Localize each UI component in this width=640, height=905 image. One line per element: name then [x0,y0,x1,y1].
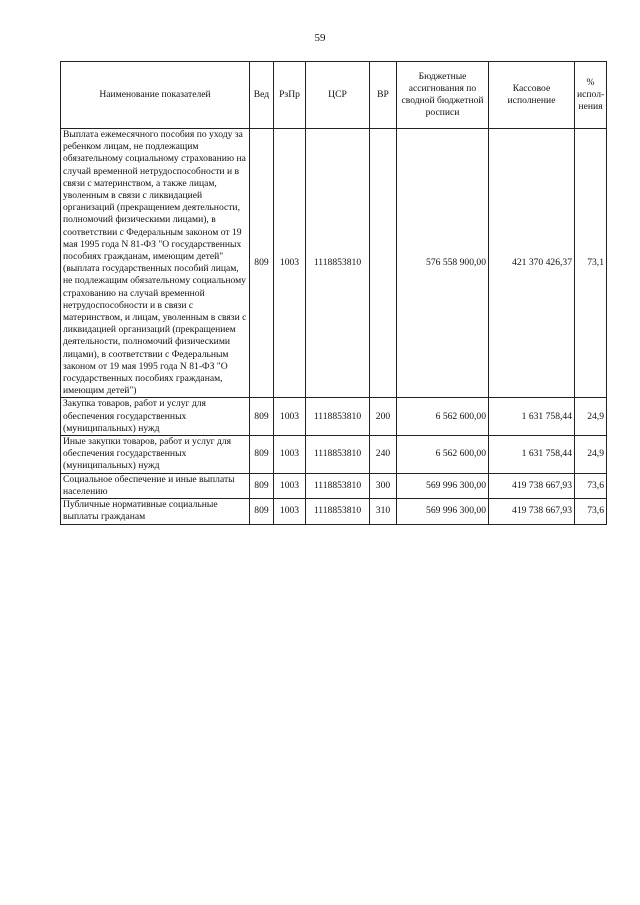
row-ved: 809 [250,398,274,436]
table-row [61,436,607,474]
row-ved: 809 [250,473,274,498]
row-name: Закупка товаров, работ и услуг для обеспечения государственных (муниципальных) нужд [61,398,250,436]
header-vr: ВР [370,62,397,129]
header-csr: ЦСР [306,62,370,129]
row-ved: 809 [250,436,274,474]
row-budget: 576 558 900,00 [397,129,489,398]
page-number: 59 [314,32,326,44]
row-vr: 310 [370,499,397,524]
row-vr: 300 [370,473,397,498]
row-name: Социальное обеспечение и иные выплаты населению [61,473,250,498]
row-name: Иные закупки товаров, работ и услуг для обеспечения государственных (муниципальных) нужд [61,436,250,474]
row-ved: 809 [250,499,274,524]
row-vr: 200 [370,398,397,436]
row-ved: 809 [250,129,274,398]
table-row [61,398,607,436]
row-cash: 1 631 758,44 [489,436,575,474]
row-percent: 24,9 [575,398,607,436]
row-csr: 1118853810 [306,398,370,436]
table-row [61,473,607,498]
table-row [61,129,607,398]
row-name: Выплата ежемесячного пособия по уходу за ребенком лицам, не подлежащим обязательному социальному страхованию на случай временной нетрудоспособности и в связи с материнством, а также лицам, уволенным в связи с ликвидацией организаций (прекращением деятельности, полномочий физическими лицами), в соответствии с Федеральным законом от 19 мая 1995 года N 81-ФЗ "О государственных пособиях гражданам, имеющим детей" (выплата государственных пособий лицам, не подлежащим обязательному социальному страхованию на случай временной нетрудоспособности и в связи с материнством, и лицам, уволенным в связи с ликвидацией организаций (прекращением деятельности, полномочий физическими лицами), в соответствии с Федеральным законом от 19 мая 1995 года N 81-ФЗ "О государственных пособиях гражданам, имеющим детей") [61,129,250,398]
header-percent: % испол-нения [575,62,607,129]
row-percent: 24,9 [575,436,607,474]
header-cash: Кассовое исполнение [489,62,575,129]
row-csr: 1118853810 [306,499,370,524]
row-percent: 73,1 [575,129,607,398]
row-budget: 569 996 300,00 [397,473,489,498]
header-rzpr: РзПр [274,62,306,129]
row-budget: 569 996 300,00 [397,499,489,524]
table-row [61,499,607,524]
row-vr: 240 [370,436,397,474]
header-budget: Бюджетные ассигнования по сводной бюджетной росписи [397,62,489,129]
row-cash: 421 370 426,37 [489,129,575,398]
row-cash: 419 738 667,93 [489,499,575,524]
row-percent: 73,6 [575,499,607,524]
header-ved: Вед [250,62,274,129]
row-rzpr: 1003 [274,473,306,498]
row-rzpr: 1003 [274,499,306,524]
row-budget: 6 562 600,00 [397,398,489,436]
row-csr: 1118853810 [306,473,370,498]
row-csr: 1118853810 [306,129,370,398]
row-rzpr: 1003 [274,398,306,436]
row-cash: 1 631 758,44 [489,398,575,436]
row-csr: 1118853810 [306,436,370,474]
row-cash: 419 738 667,93 [489,473,575,498]
row-budget: 6 562 600,00 [397,436,489,474]
table-header-row [61,62,607,129]
budget-execution-table [60,61,607,525]
row-vr [370,129,397,398]
row-name: Публичные нормативные социальные выплаты гражданам [61,499,250,524]
row-rzpr: 1003 [274,129,306,398]
header-name: Наименование показателей [61,62,250,129]
row-percent: 73,6 [575,473,607,498]
row-rzpr: 1003 [274,436,306,474]
